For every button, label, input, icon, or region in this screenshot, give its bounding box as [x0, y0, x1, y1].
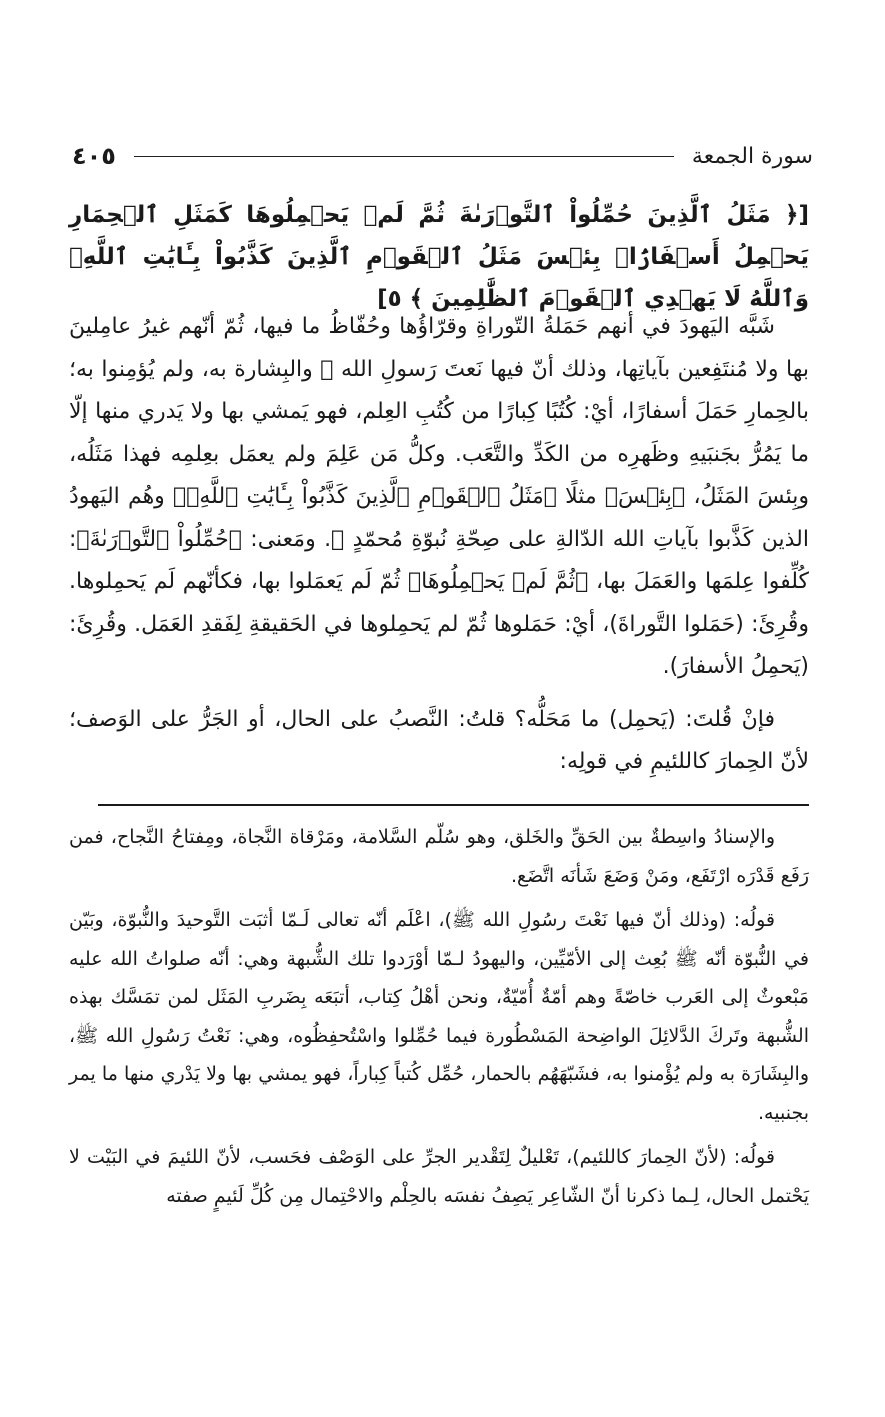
- verse-text: [﴿ مَثَلُ ٱلَّذِينَ حُمِّلُواْ ٱلتَّوۡرَىٰةَ ثُمَّ لَمۡ يَحۡمِلُوهَا كَمَثَلِ ٱلۡحِمَارِ يَحۡمِلُ أَسۡفَارَۢاۚ بِئۡسَ مَثَلُ ٱلۡقَوۡمِ ٱلَّذِينَ كَذَّبُواْ بِـَٔايَٰتِ ٱللَّهِۚ وَٱللَّهُ لَا يَهۡدِي ٱلۡقَوۡمَ ٱلظَّٰلِمِينَ ﴾ ٥]: [69, 202, 809, 312]
- header-rule: [134, 156, 674, 157]
- surah-title: سورة الجمعة: [691, 143, 813, 169]
- running-header: [72, 136, 813, 176]
- main-paragraph: فإنْ قُلتَ: (يَحمِل) ما مَحَلُّه؟ قلتُ: النَّصبُ على الحال، أو الجَرُّ على الوَصف؛ لأنّ الحِمارَ كاللئيمِ في قولِه:: [69, 706, 809, 774]
- quran-verse: [69, 194, 809, 320]
- page-number: ٤٠٥: [72, 142, 116, 170]
- commentary-paragraph: والإسنادُ واسِطةٌ بين الحَقِّ والخَلق، وهو سُلّم السَّلامة، ومَرْقاة النَّجاة، ومِفتاحُ النَّجاح، فمن رَفَع قَدْرَه ارْتَفَع، ومَنْ وَضَعَ شَأنَه اتَّضَع.: [69, 826, 809, 887]
- commentary-paragraph: قولُه: (وذلك أنّ فيها نَعْتَ رسُولِ الله ﷺ)، اعْلَم أنّه تعالى لَـمّا أثبَت التَّوحيدَ والنُّبوّة، وبَيّن في النُّبوّة أنّه ﷺ بُعِث إلى الأمّيِّين، واليهودُ لـمّا أوْرَدوا تلك الشُّبهة وهي: أنّه صلواتُ الله عليه مَبْعوثٌ إلى العَرب خاصّةً وهم أمّةٌ أُمّيّةٌ، ونحن أهْلُ كِتاب، أتبَعَه بِضَربِ المَثَل لمن تمَسَّك بهذه الشُّبهة وتَركَ الدَّلائِلَ الواضِحة المَسْطُورة فيما حُمِّلوا واسْتُحفِظُوه، وهي: نَعْتُ رَسُولِ الله ﷺ، والبِشَارَة به ولم يُؤْمنوا به، فشَبّهَهُم بالحمار، حُمِّل كُتباً كِباراً، فهو يمشي بها ولا يَدْري منها ما يمر بجنبيه.: [69, 909, 809, 1124]
- main-text: [69, 306, 809, 784]
- commentary-text: [69, 818, 809, 1215]
- commentary-paragraph: قولُه: (لأنّ الحِمارَ كاللئيم)، تَعْليلٌ لِتَقْدير الجرِّ على الوَصْف فحَسب، لأنّ اللئيمَ في البَيْت لا يَحْتمل الحال، لِـما ذكرنا أنّ الشّاعِر يَصِفُ نفسَه بالحِلْم والاحْتِمال مِن كُلِّ لَئيمٍ صفته: [69, 1146, 809, 1207]
- main-paragraph: شَبَّه اليَهودَ في أنهم حَمَلةُ التّوراةِ وقرّاؤُها وحُفّاظُ ما فيها، ثُمّ أنّهم غيرُ عامِلينَ بها ولا مُنتَفِعين بآياتِها، وذلك أنّ فيها نَعتَ رَسولِ الله ﷺ والبِشارة به، ولم يُؤمِنوا به؛ بالحِمارِ حَمَلَ أسفارًا، أيْ: كُتُبًا كِبارًا من كُتُبِ العِلم، فهو يَمشي بها ولا يَدري منها إلّا ما يَمُرُّ بجَنبَيهِ وظَهرِه من الكَدِّ والتَّعَب. وكلُّ مَن عَلِمَ ولم يعمَل بعِلمِه فهذا مَثَلُه، وبِئسَ المَثَلُ، ﴿بِئۡسَ﴾ مثلًا ﴿مَثَلُ ٱلۡقَوۡمِ ٱلَّذِينَ كَذَّبُواْ بِـَٔايَٰتِ ٱللَّهِۚ﴾ وهُم اليَهودُ الذين كَذَّبوا بآياتِ الله الدّالةِ على صِحّةِ نُبوّةِ مُحمّدٍ ﷺ. ومَعنى: ﴿حُمِّلُواْ ٱلتَّوۡرَىٰةَ﴾: كُلِّفوا عِلمَها والعَمَلَ بها، ﴿ثُمَّ لَمۡ يَحۡمِلُوهَا﴾ ثُمّ لَم يَعمَلوا بها، فكأنّهم لَم يَحمِلوها. وقُرِئَ: (حَمَلوا التَّوراةَ)، أيْ: حَمَلوها ثُمّ لم يَحمِلوها في الحَقيقةِ لِفَقدِ العَمَل. وقُرِئَ: (يَحمِلُ الأسفارَ).: [69, 314, 809, 679]
- footnote-divider: [98, 804, 809, 806]
